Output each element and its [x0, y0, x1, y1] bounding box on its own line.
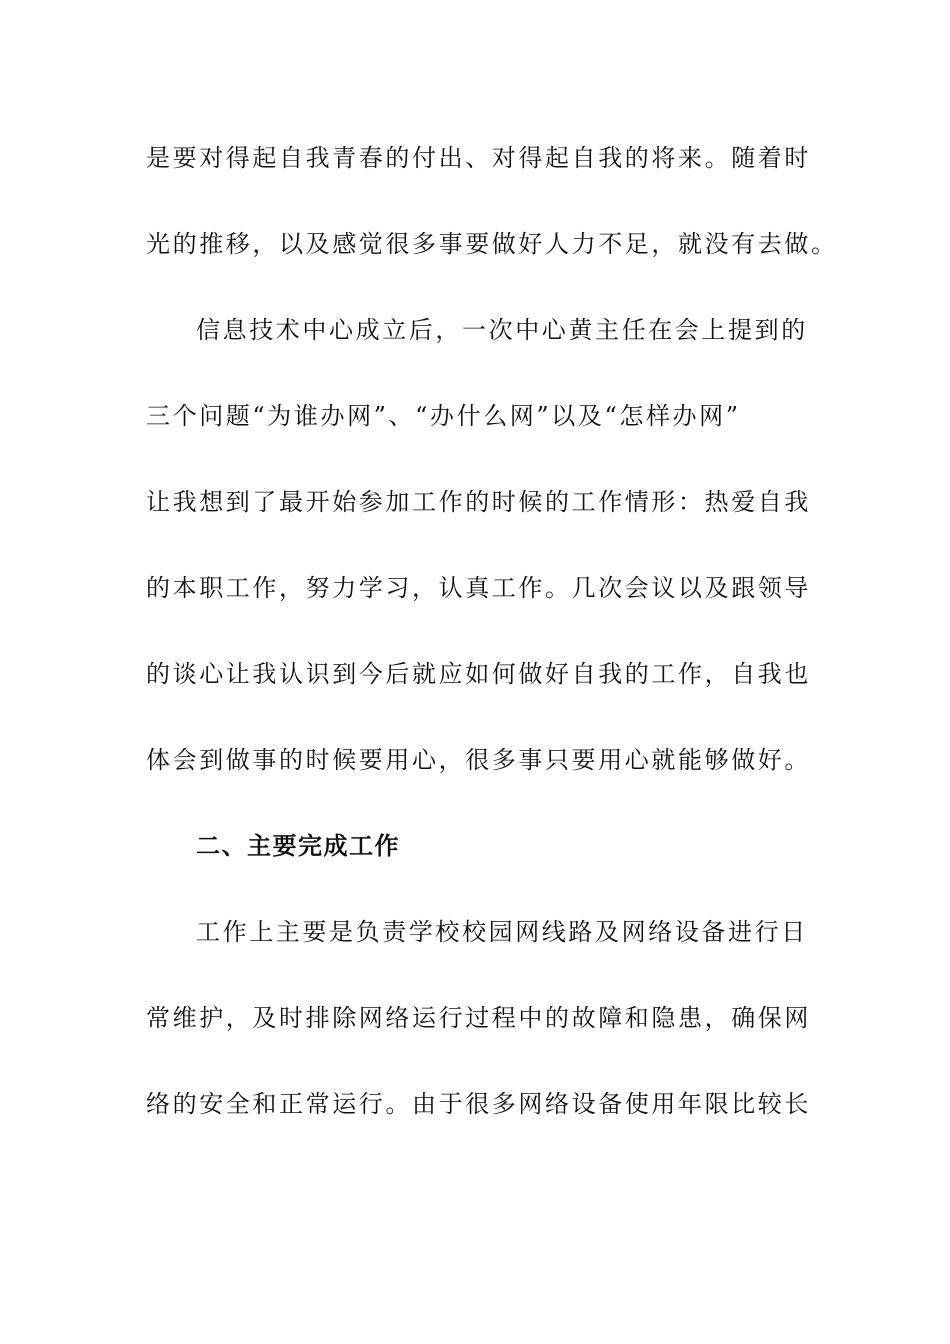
paragraph-2-line-2: 三个问题“为谁办网”、“办什么网”以及“怎样办网” [146, 402, 741, 430]
paragraph-2-line-4: 的本职工作，努力学习，认真工作。几次会议以及跟领导 [146, 574, 811, 602]
paragraph-1-line-1: 是要对得起自我青春的付出、对得起自我的将来。随着时 [146, 144, 811, 172]
section-heading: 二、主要完成工作 [196, 832, 400, 860]
paragraph-2-line-5: 的谈心让我认识到今后就应如何做好自我的工作，自我也 [146, 660, 811, 688]
paragraph-2-line-6: 体会到做事的时候要用心，很多事只要用心就能够做好。 [146, 746, 811, 774]
paragraph-2-line-1: 信息技术中心成立后，一次中心黄主任在会上提到的 [196, 316, 808, 344]
paragraph-3-line-1: 工作上主要是负责学校校园网线路及网络设备进行日 [196, 918, 808, 946]
paragraph-3-line-2: 常维护，及时排除网络运行过程中的故障和隐患，确保网 [146, 1004, 811, 1032]
paragraph-2-line-3: 让我想到了最开始参加工作的时候的工作情形：热爱自我 [146, 488, 811, 516]
paragraph-3-line-3: 络的安全和正常运行。由于很多网络设备使用年限比较长 [146, 1090, 811, 1118]
paragraph-1-line-2: 光的推移，以及感觉很多事要做好人力不足，就没有去做。 [146, 230, 838, 258]
